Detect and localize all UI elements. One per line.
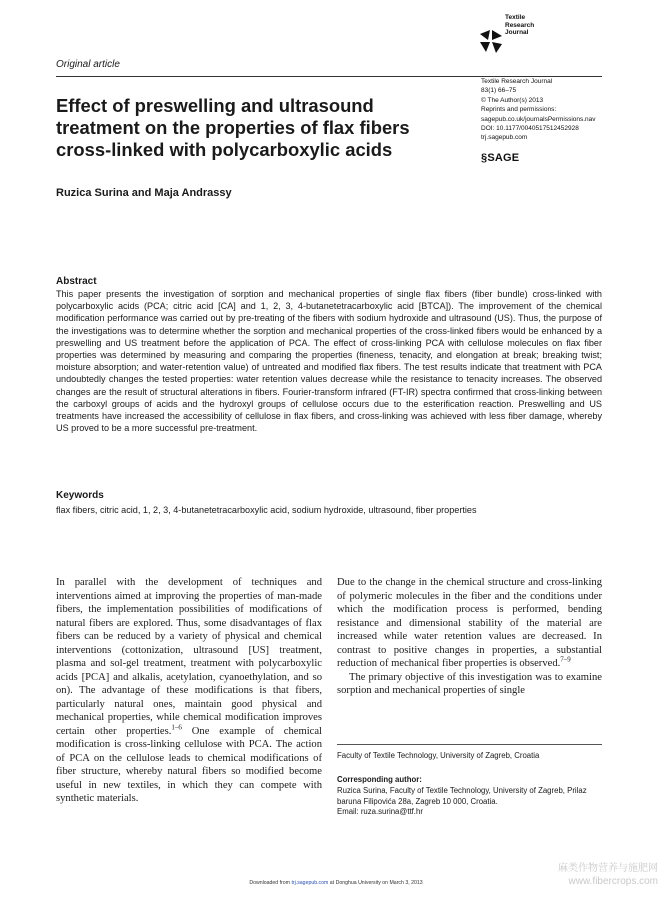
- sage-logo-icon: §: [481, 152, 488, 164]
- footer-text: Downloaded from: [249, 880, 292, 886]
- corresponding-author-heading: Corresponding author:: [337, 775, 422, 784]
- journal-logo: [478, 14, 558, 62]
- site-watermark: [558, 862, 658, 888]
- author-list: Ruzica Surina and Maja Andrassy: [56, 187, 232, 199]
- keywords-text: flax fibers, citric acid, 1, 2, 3, 4-butanetetracarboxylic acid, sodium hydroxide, ultrasound, fiber properties: [56, 505, 477, 515]
- keywords-heading: Keywords: [56, 490, 104, 501]
- journal-metadata: [481, 77, 611, 143]
- article-type-label: Original article: [56, 59, 120, 70]
- body-text: One example of chemical modification is cross-linking cellulose with PCA. The action of PCA on the cellulose leads to chemical modifications of fiber structure, whereby natural fibers so modified become useful in new textiles, in which they can compete with synthetic materials.: [56, 725, 323, 804]
- corresponding-author-address: Ruzica Surina, Faculty of Textile Technology, University of Zagreb, Prilaz baruna Filipovića 28a, Zagreb 10 000, Croatia.: [337, 786, 587, 806]
- footer-text: at Donghua University on March 3, 2013: [328, 880, 423, 886]
- citation-ref[interactable]: 1–6: [171, 722, 182, 731]
- meta-volume: 83(1) 66–75: [481, 87, 517, 95]
- citation-ref[interactable]: 7–9: [560, 655, 571, 664]
- watermark-title: 麻类作物营养与施肥网: [558, 863, 658, 874]
- body-paragraph: [56, 576, 322, 806]
- meta-journal-site-link[interactable]: trj.sagepub.com: [481, 134, 528, 142]
- abstract-heading: Abstract: [56, 276, 97, 287]
- meta-doi[interactable]: DOI: 10.1177/0040517512452928: [481, 125, 579, 133]
- footnote-divider: [337, 744, 602, 745]
- journal-logo-word: Journal: [505, 29, 529, 36]
- footer-link[interactable]: trj.sagepub.com: [291, 880, 329, 886]
- body-paragraph: [337, 576, 602, 671]
- title-line: treatment on the properties of flax fibers: [56, 117, 410, 138]
- meta-reprints: Reprints and permissions:: [481, 106, 557, 114]
- meta-permissions-link[interactable]: sagepub.co.uk/journalsPermissions.nav: [481, 115, 596, 123]
- corresponding-author-details: [337, 786, 602, 818]
- meta-copyright: © The Author(s) 2013: [481, 96, 544, 104]
- body-text: Due to the change in the chemical structure and cross-linking of polymeric molecules in the fiber and the conditions under which the modification process is performed, bending resistance and dimensional stability of the material are increased while water retention values are decreased. In contrast to positive changes in properties, a substantial reduction of mechanical fiber properties is observed.: [337, 577, 602, 669]
- title-line: Effect of preswelling and ultrasound: [56, 95, 374, 116]
- journal-logo-word: Research: [505, 21, 535, 29]
- body-column-right: [337, 576, 602, 698]
- abstract-text: This paper presents the investigation of sorption and mechanical properties of single flax fibers (fiber bundle) cross-linked with polycarboxylic acids (PCA; citric acid [CA] and 1, 2, 3, 4-butanetetracarboxylic acid [BTCA]). The improvement of the chemical modification performance was carried out by pre-treating of the fibers with sodium hydroxide and ultrasound (US). Thus, the purpose of the investigations was to determine whether the sorption and mechanical properties of the cross-linked fibers would be enhanced by a preswelling and US treatment before the application of PCA. The effect of cross-linking PCA with cellulose molecules on flax fiber properties was determined by measuring and comparing the properties (fineness, tenacity, and elongation at break; breaking twist; moisture absorption; and water-retention value) of untreated and modified flax fibers. The test results indicate that treatment with PCA undoubtedly changes the tested properties: water retention values decrease while the resistance to tenacity increases. The observed changes are the result of structural alterations in fibers. Fourier-transform infrared (FT-IR) spectra confirmed that cross-linking between the carboxyl groups of acids and the hydroxyl groups of cellulose occurs due to the esterification reaction. Preswelling and US treatments have increased the accessibility of cellulose in flax fibers, and cross-linking was achieved with less fiber damage, whereby US proved to be a more successful pre-treatment.: [56, 289, 602, 434]
- corresponding-author-email[interactable]: Email: ruza.surina@ttf.hr: [337, 807, 423, 816]
- journal-logo-icon: [478, 28, 504, 54]
- publisher-logo-text: SAGE: [487, 152, 520, 164]
- title-line: cross-linked with polycarboxylic acids: [56, 139, 393, 160]
- article-title: [56, 95, 466, 161]
- meta-journal-name: Textile Research Journal: [481, 78, 553, 85]
- journal-logo-word: Textile: [505, 14, 526, 21]
- body-column-left: [56, 576, 322, 806]
- watermark-url: www.fibercrops.com: [568, 876, 658, 887]
- publisher-logo: [481, 152, 519, 164]
- author-affiliation: Faculty of Textile Technology, University of Zagreb, Croatia: [337, 751, 540, 760]
- body-text: In parallel with the development of techniques and interventions aimed at improving the properties of man-made fibers, the implementation possibilities of modifications of natural fibers are explored. Thus, some disadvantages of flax fibers can be reduced by a variety of physical and chemical interventions (cottonization, ultrasound [US] treatment, plasma and sol-gel treatment, treatment with polycarboxylic acids [PCA] and alkalis, acetylation, cyanoethylation, and so on). The advantage of these modifications is that fibers, particularly natural ones, maintain good physical and mechanical properties, while chemical modification improves certain other properties.: [56, 577, 322, 737]
- body-paragraph: The primary objective of this investigation was to examine sorption and mechanical properties of single: [337, 671, 602, 696]
